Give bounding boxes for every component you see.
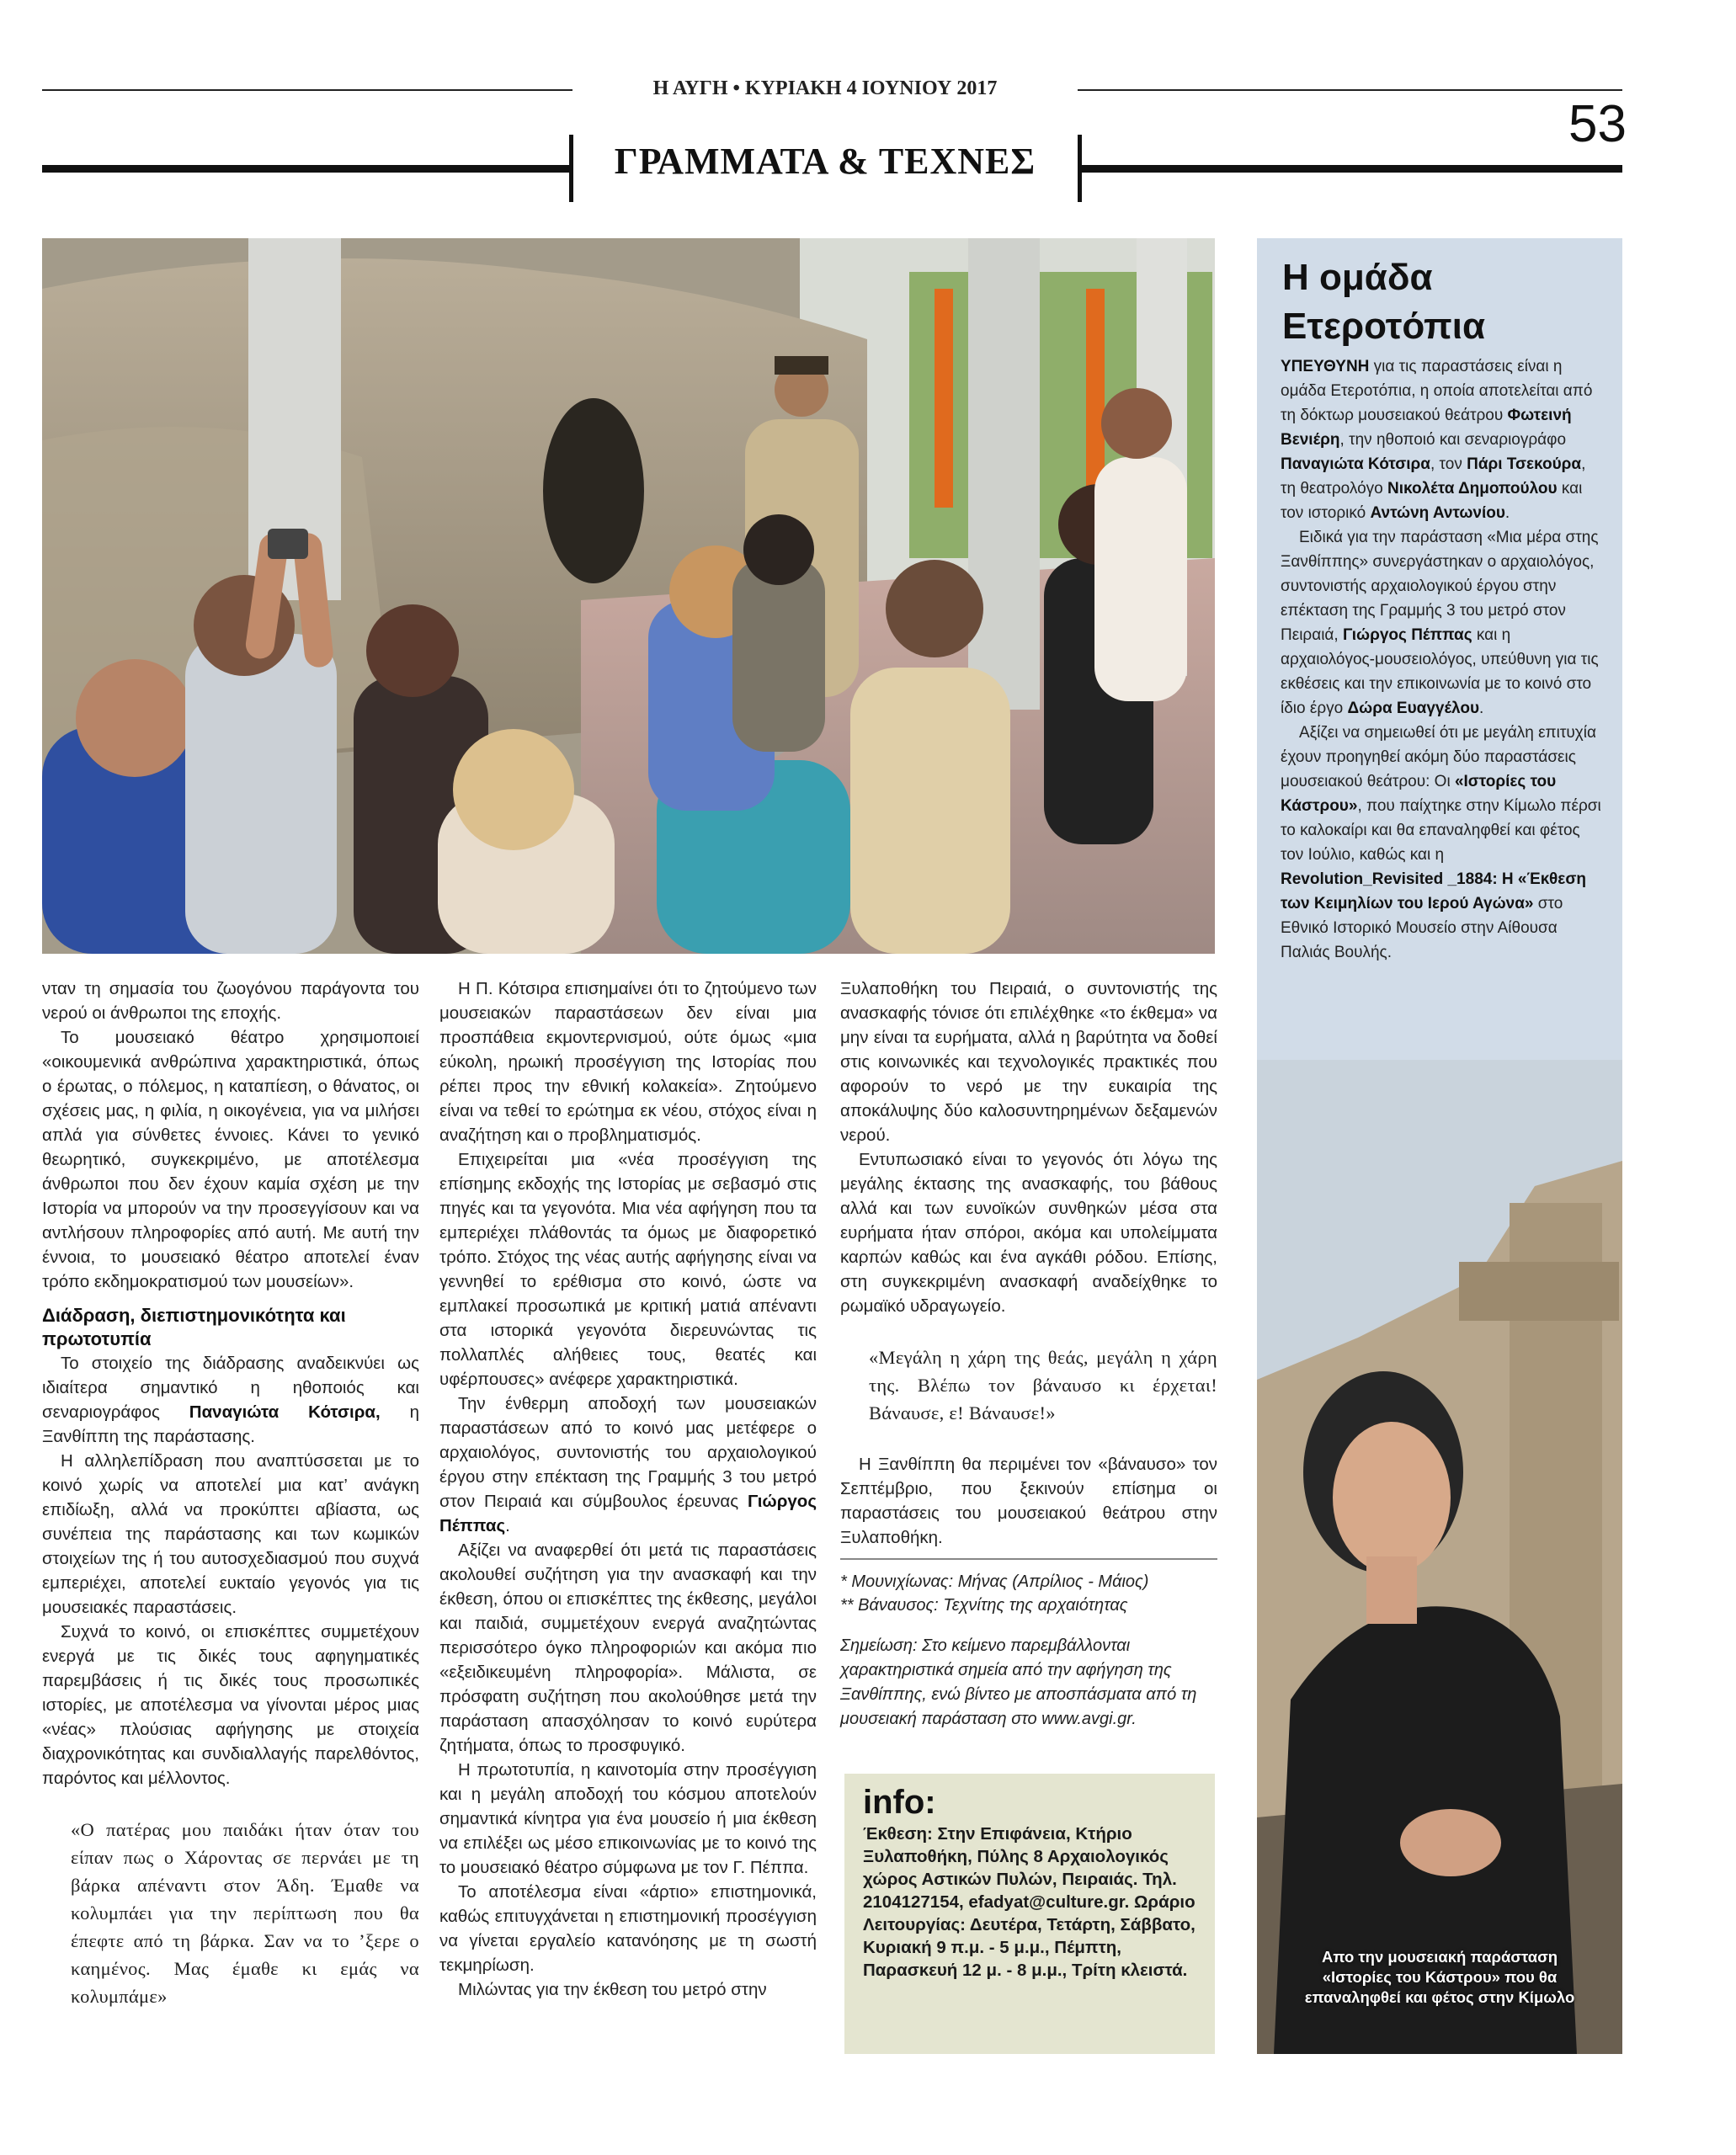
- footnote: * Μουνιχίωνας: Μήνας (Απρίλιος - Μάιος): [840, 1572, 1149, 1591]
- article-column-3: [840, 976, 1217, 1732]
- section-rule-left: [42, 165, 572, 173]
- main-photo: [42, 238, 1215, 954]
- sidebar-box: [1257, 238, 1622, 2054]
- info-box: [844, 1774, 1215, 2054]
- article-paragraph: Εντυπωσιακό είναι το γεγονός ότι λόγω της μεγάλης έκτασης της ανασκαφής, του βάθους αλλά και των ευνοϊκών συνθηκών μέσα στα ευρήματα ήταν σπόροι, ακόμα και υπολείμματα καρπών καθώς και ένα αγκάθι ρόδου. Επίσης, στη συγκεκριμένη ανασκαφή αναδείχθηκε το ρωμαϊκό υδραγωγείο.: [840, 1150, 1217, 1316]
- sidebar-photo-caption: Απο την μουσειακή παράσταση «Ιστορίες του Κάστρου» που θα επαναληφθεί και φέτος στην Κίμωλο: [1304, 1948, 1575, 2006]
- section-title: ΓΡΑΜΜΑΤΑ & ΤΕΧΝΕΣ: [614, 141, 1036, 182]
- page-number: 53: [1568, 95, 1627, 153]
- info-title: info:: [863, 1784, 936, 1821]
- article-paragraph: Το αποτέλεσμα είναι «άρτιο» επιστημονικά, καθώς επιτυγχάνεται η επιστημονική προσέγγιση να γίνεται εργαλείο κατανόησης με τη σωστή τεκμηρίωση.: [439, 1882, 817, 1975]
- article-paragraph: Το μουσειακό θέατρο χρησιμοποιεί «οικουμενικά ανθρώπινα χαρακτηριστικά, όπως ο έρωτας, ο πόλεμος, η καταπίεση, ο θάνατος, οι σχέσεις μας, η φιλία, η οικογένεια, για να μιλήσει απλά για σύνθετες έννοιες. Κάνει το γενικό θεωρητικό, συγκεκριμένο, με αποτέλεσμα άνθρωποι που δεν έχουν καμία σχέση με την Ιστορία να μπορούν να την προσεγγίσουν και να αντλήσουν πληροφορίες από αυτή. Με αυτή την έννοια, το μουσειακό θέατρο αποτελεί έναν τρόπο εκδημοκρατισμού των μουσείων».: [42, 1028, 419, 1291]
- article-paragraph: Η Ξανθίππη θα περιμένει τον «βάναυσο» τον Σεπτέμβριο, που ξεκινούν επίσημα οι παραστάσεις του μουσειακού θεάτρου στην Ξυλαποθήκη.: [840, 1455, 1217, 1547]
- article-paragraph: Επιχειρείται μια «νέα προσέγγιση της επίσημης εκδοχής της Ιστορίας με σεβασμό στις πηγές και τα γεγονότα. Μια νέα αφήγηση που τα εμπεριέχει πλάθοντάς τα όμως με διαφορετικό τρόπο. Στόχος της νέας αυτής αφήγησης είναι να γεννηθεί το ερέθισμα στο κοινό, ώστε να εμπλακεί προσωπικά με κριτική ματιά απέναντι στα ιστορικά γεγονότα διερευνώντας τις πολλαπλές αλήθειες τους, θεατές και υφέρπουσες» ανέφερε χαρακτηριστικά.: [439, 1150, 817, 1389]
- article-paragraph: Η πρωτοτυπία, η καινοτομία στην προσέγγιση και η μεγάλη αποδοχή του κόσμου αποτελούν σημαντικά κίνητρα για ένα μουσείο ή μια έκθεση να επιλέξει ως μέσο επικοινωνίας με το κοινό της το μουσειακό θέατρο σύμφωνα με τον Γ. Πέππα.: [439, 1760, 817, 1877]
- article-column-2: [439, 976, 817, 2002]
- footnote: ** Βάναυσος: Τεχνίτης της αρχαιότητας: [840, 1596, 1128, 1615]
- issue-date: ΚΥΡΙΑΚΗ 4 ΙΟΥΝΙΟΥ 2017: [744, 77, 998, 99]
- header-rule-right: [1078, 89, 1622, 91]
- main-photo-illustration: [42, 238, 1215, 954]
- article-column-1: [42, 976, 419, 2010]
- newspaper-name: Η ΑΥΓΗ: [652, 77, 728, 99]
- sidebar-photo: [1257, 1060, 1622, 2054]
- article-paragraph: Το στοιχείο της διάδρασης αναδεικνύει ως ιδιαίτερα σημαντικό η ηθοποιός και σεναριογράφος Παναγιώτα Κότσιρα, η Ξανθίππη της παράστασης.: [42, 1354, 419, 1446]
- section-rule-right: [1079, 165, 1622, 173]
- info-body: Έκθεση: Στην Επιφάνεια, Κτήριο Ξυλαποθήκη, Πύλης 8 Αρχαιολογικός χώρος Αστικών Πυλών, Πειραιάς. Τηλ. 2104127154, efadyat@culture.gr. Ωράριο Λειτουργίας: Δευτέρα, Τετάρτη, Σάββατο, Κυριακή 9 π.μ. - 5 μ.μ., Πέμπτη, Παρασκευή 12 μ. - 8 μ.μ., Τρίτη κλειστά.: [863, 1824, 1195, 1980]
- sidebar-text: [1281, 354, 1605, 965]
- article-paragraph: Η αλληλεπίδραση που αναπτύσσεται με το κοινό χωρίς να αποτελεί μια κατ’ ανάγκη επιδίωξη, αλλά να προκύπτει αβίαστα, ως συνέπεια της παράστασης και των κωμικών στοιχείων της ή του αυτοσχεδιασμού που συχνά εμπεριέχει, αποτελεί ευκταίο γεγονός για τις μουσειακές παραστάσεις.: [42, 1451, 419, 1617]
- sidebar-paragraph: ΥΠΕΥΘΥΝΗ για τις παραστάσεις είναι η ομάδα Ετεροτόπια, η οποία αποτελείται από τη δόκτωρ μουσειακού θεάτρου Φωτεινή Βενιέρη, την ηθοποιό και σεναριογράφο Παναγιώτα Κότσιρα, τον Πάρι Τσεκούρα, τη θεατρολόγο Νικολέτα Δημοπούλου και τον ιστορικό Αντώνη Αντωνίου.: [1281, 358, 1593, 522]
- article-paragraph: Αξίζει να αναφερθεί ότι μετά τις παραστάσεις ακολουθεί συζήτηση για την ανασκαφή και την έκθεση, όπου οι επισκέπτες της έκθεσης, μεγάλοι και παιδιά, συμμετέχουν ενεργά αναζητώντας περισσότερο όγκο πληροφοριών και ακόμα πιο «εξειδικευμένη πληροφορία». Μάλιστα, σε πρόσφατη συζήτηση που ακολούθησε μετά την παράσταση απασχόλησαν το κοινό ευρύτερα ζητήματα, όπως το προσφυγικό.: [439, 1540, 817, 1755]
- section-cap-right: [1078, 135, 1082, 202]
- article-paragraph: Την ένθερμη αποδοχή των μουσειακών παραστάσεων από το κοινό μας μετέφερε ο αρχαιολόγος, συντονιστής του αρχαιολογικού έργου στην επέκταση της Γραμμής 3 του μετρό στον Πειραιά και σύμβουλος έρευνας Γιώργος Πέππας.: [439, 1394, 817, 1535]
- sidebar-paragraph: Ειδικά για την παράσταση «Μια μέρα στης Ξανθίππης» συνεργάστηκαν ο αρχαιολόγος, συντονιστής αρχαιολογικού έργου στην επέκταση της Γραμμής 3 του μετρό στον Πειραιά, Γιώργος Πέππας και η αρχαιολόγος-μουσειολόγος, υπεύθυνη για τις εκθέσεις και την επικοινωνία με το κοινό στο ίδιο έργο Δώρα Ευαγγέλου.: [1281, 529, 1599, 717]
- editor-note: Σημείωση: Στο κείμενο παρεμβάλλονται χαρακτηριστικά σημεία από την αφήγηση της Ξανθίππης, ενώ βίντεο με αποσπάσματα από τη μουσειακή παράσταση στο www.avgi.gr.: [840, 1636, 1197, 1728]
- sidebar-title: Η ομάδα Ετεροτόπια: [1282, 257, 1485, 347]
- article-paragraph: νταν τη σημασία του ζωογόνου παράγοντα του νερού οι άνθρωποι της εποχής.: [42, 979, 419, 1023]
- article-paragraph: Μιλώντας για την έκθεση του μετρό στην: [458, 1980, 767, 1999]
- article-subheading: Διάδραση, διεπιστημονικότητα και πρωτοτυπία: [42, 1305, 346, 1349]
- article-paragraph: Η Π. Κότσιρα επισημαίνει ότι το ζητούμενο των μουσειακών παραστάσεων δεν είναι μια προσπάθεια εκμοντερνισμού, ούτε όμως «μια εύκολη, ηρωική προσέγγιση της Ιστορίας που ρέπει προς την εθνική κολακεία». Ζητούμενο είναι να τεθεί το ερώτημα εκ νέου, στόχος είναι η αναζήτηση και ο προβληματισμός.: [439, 979, 817, 1145]
- sidebar-paragraph: Αξίζει να σημειωθεί ότι με μεγάλη επιτυχία έχουν προηγηθεί ακόμη δύο παραστάσεις μουσειακού θεάτρου: Οι «Ιστορίες του Κάστρου», που παίχτηκε στην Κίμωλο πέρσι το καλοκαίρι και θα επαναληφθεί και φέτος τον Ιούλιο, καθώς και η Revolution_Revisited _1884: Η «Έκθεση των Κειμηλίων του Ιερού Αγώνα» στο Εθνικό Ιστορικό Μουσείο στην Αίθουσα Παλιάς Βουλής.: [1281, 724, 1601, 961]
- article-paragraph: Συχνά το κοινό, οι επισκέπτες συμμετέχουν ενεργά με τις δικές τους αφηγηματικές παρεμβάσεις ή τις δικές τους προσωπικές ιστορίες, με αποτέλεσμα να γίνονται μέρος μιας «νέας» πλούσιας αφήγησης με στοιχεία διαχρονικότητας και συνδιαλλαγής παρελθόντος, παρόντος και μέλλοντος.: [42, 1622, 419, 1788]
- pull-quote: «Ο πατέρας μου παιδάκι ήταν όταν του είπαν πως ο Χάροντας σε περνάει με τη βάρκα απέναντι στον Άδη. Έμαθε να κολυμπάει για την περίπτωση που θα έπεφτε από τη βάρκα. Σαν να το ’ξερε ο καημένος. Μας έμαθε κι εμάς να κολυμπάμε»: [71, 1819, 419, 2007]
- masthead: [581, 77, 1069, 100]
- footnote-divider: [840, 1558, 1217, 1560]
- masthead-separator: •: [732, 77, 740, 99]
- article-paragraph: Ξυλαποθήκη του Πειραιά, ο συντονιστής της ανασκαφής τόνισε ότι επιλέχθηκε «το έκθεμα» να μην είναι τα ευρήματα, αλλά η βαρύτητα να δοθεί στις κοινωνικές και τεχνολογικές πρακτικές που αφορούν το νερό με την ευκαιρία της αποκάλυψης δύο καλοσυντηρημένων δεξαμενών νερού.: [840, 979, 1217, 1145]
- sidebar-photo-illustration: [1257, 1060, 1622, 2054]
- header-rule-left: [42, 89, 572, 91]
- pull-quote: «Μεγάλη η χάρη της θεάς, μεγάλη η χάρη της. Βλέπω τον βάναυσο κι έρχεται! Βάναυσε, ε! Βάναυσε!»: [869, 1347, 1217, 1423]
